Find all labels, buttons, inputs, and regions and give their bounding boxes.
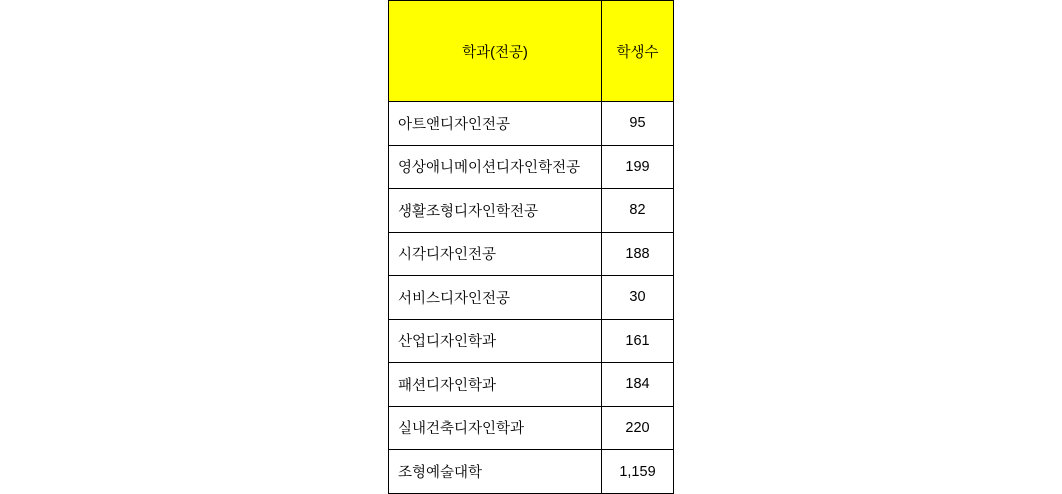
cell-major: 서비스디자인전공 — [389, 276, 602, 320]
table-row — [389, 363, 674, 407]
column-header-count: 학생수 — [602, 1, 674, 102]
table-row — [389, 319, 674, 363]
table-row — [389, 189, 674, 233]
cell-major: 실내건축디자인학과 — [389, 406, 602, 450]
cell-major: 영상애니메이션디자인학전공 — [389, 145, 602, 189]
table-row — [389, 406, 674, 450]
cell-count: 188 — [602, 232, 674, 276]
column-header-major: 학과(전공) — [389, 1, 602, 102]
table-header-row — [389, 1, 674, 102]
cell-count: 220 — [602, 406, 674, 450]
cell-major: 생활조형디자인학전공 — [389, 189, 602, 233]
cell-count: 30 — [602, 276, 674, 320]
cell-major: 시각디자인전공 — [389, 232, 602, 276]
table-header — [389, 1, 674, 102]
cell-major: 패션디자인학과 — [389, 363, 602, 407]
cell-count: 95 — [602, 102, 674, 146]
table-row — [389, 102, 674, 146]
table-row — [389, 276, 674, 320]
cell-major: 산업디자인학과 — [389, 319, 602, 363]
cell-count: 82 — [602, 189, 674, 233]
cell-total-count: 1,159 — [602, 450, 674, 494]
table-row — [389, 145, 674, 189]
cell-count: 161 — [602, 319, 674, 363]
cell-total-label: 조형예술대학 — [389, 450, 602, 494]
student-count-table — [388, 0, 674, 494]
table-total-row — [389, 450, 674, 494]
cell-major: 아트앤디자인전공 — [389, 102, 602, 146]
table-row — [389, 232, 674, 276]
table-container — [388, 0, 673, 494]
cell-count: 199 — [602, 145, 674, 189]
cell-count: 184 — [602, 363, 674, 407]
table-body — [389, 102, 674, 494]
